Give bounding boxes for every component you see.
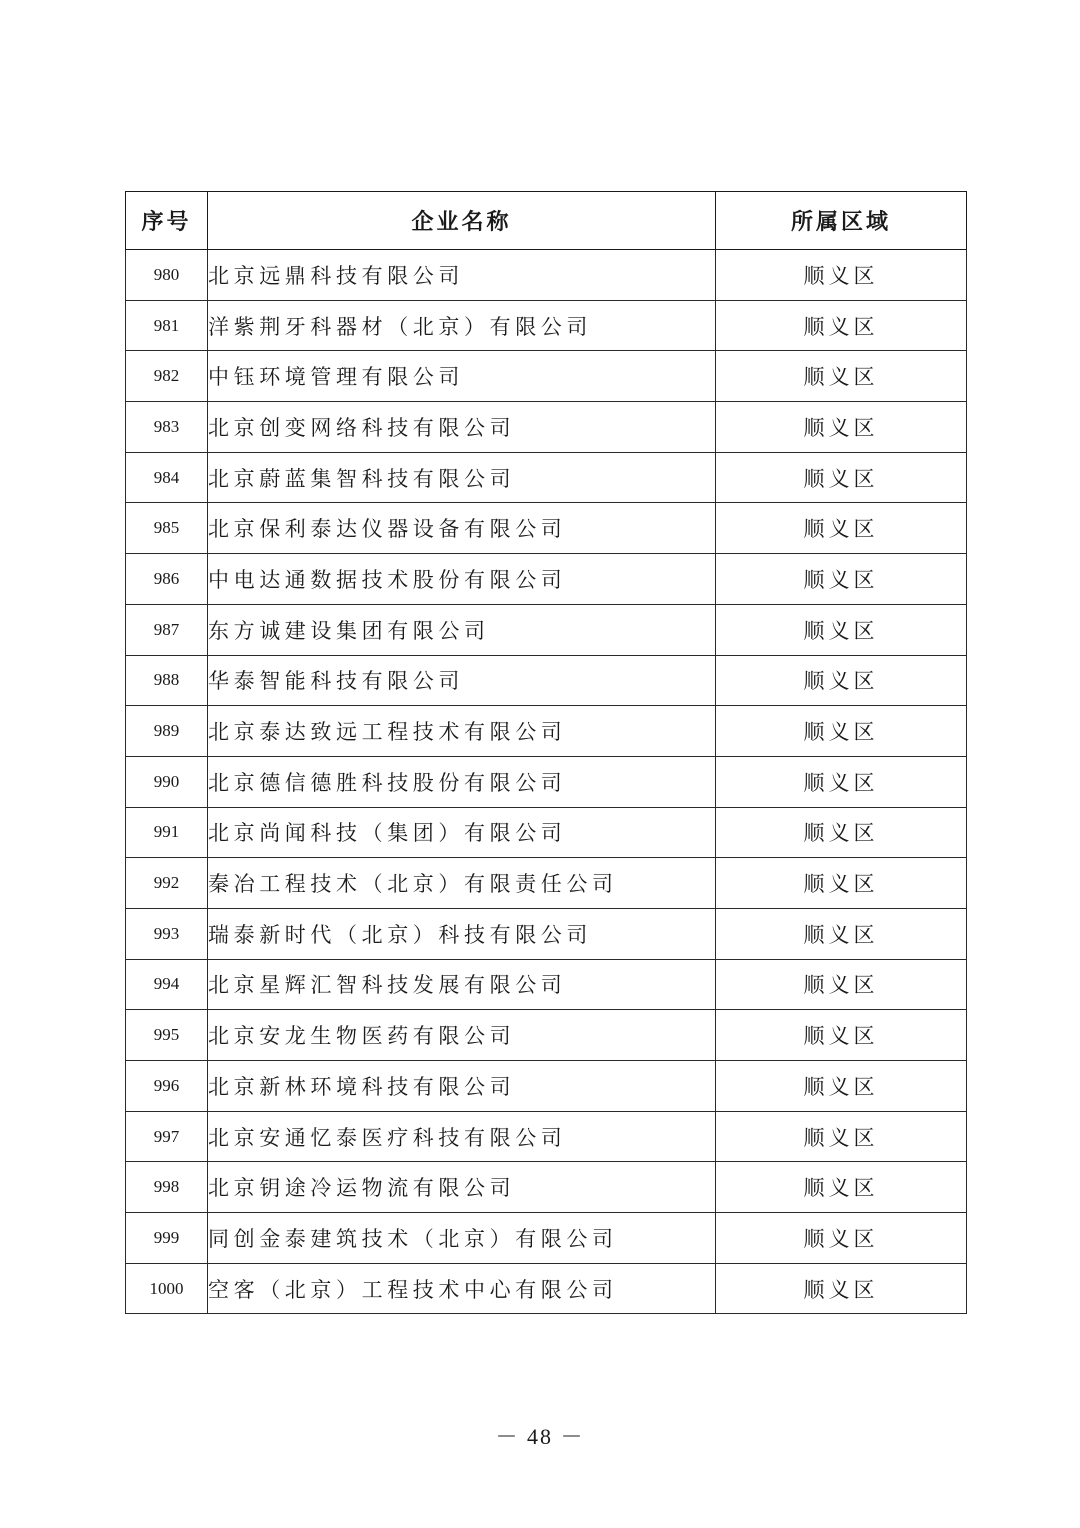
table-row — [126, 959, 967, 1010]
table-row — [126, 908, 967, 959]
seq-cell: 984 — [126, 452, 208, 503]
header-company-name: 企业名称 — [208, 192, 716, 250]
seq-cell: 992 — [126, 858, 208, 909]
seq-cell: 998 — [126, 1162, 208, 1213]
seq-cell: 996 — [126, 1061, 208, 1112]
seq-cell: 986 — [126, 554, 208, 605]
header-region: 所属区域 — [716, 192, 967, 250]
company-name-cell: 北京蔚蓝集智科技有限公司 — [208, 452, 716, 503]
company-name-cell: 北京安通忆泰医疗科技有限公司 — [208, 1111, 716, 1162]
company-name-cell: 同创金泰建筑技术（北京）有限公司 — [208, 1213, 716, 1264]
table-row — [126, 1162, 967, 1213]
company-name-cell: 瑞泰新时代（北京）科技有限公司 — [208, 908, 716, 959]
table-row — [126, 554, 967, 605]
company-name-cell: 北京泰达致远工程技术有限公司 — [208, 706, 716, 757]
seq-cell: 991 — [126, 807, 208, 858]
seq-cell: 1000 — [126, 1263, 208, 1314]
seq-cell: 985 — [126, 503, 208, 554]
region-cell: 顺义区 — [716, 250, 967, 301]
region-cell: 顺义区 — [716, 1213, 967, 1264]
company-name-cell: 空客（北京）工程技术中心有限公司 — [208, 1263, 716, 1314]
table-row — [126, 402, 967, 453]
seq-cell: 980 — [126, 250, 208, 301]
region-cell: 顺义区 — [716, 756, 967, 807]
company-name-cell: 中钰环境管理有限公司 — [208, 351, 716, 402]
company-name-cell: 北京新林环境科技有限公司 — [208, 1061, 716, 1112]
seq-cell: 999 — [126, 1213, 208, 1264]
company-name-cell: 东方诚建设集团有限公司 — [208, 604, 716, 655]
table-row — [126, 250, 967, 301]
table-row — [126, 706, 967, 757]
region-cell: 顺义区 — [716, 807, 967, 858]
table-row — [126, 351, 967, 402]
region-cell: 顺义区 — [716, 655, 967, 706]
seq-cell: 994 — [126, 959, 208, 1010]
table-row — [126, 807, 967, 858]
region-cell: 顺义区 — [716, 300, 967, 351]
company-name-cell: 北京远鼎科技有限公司 — [208, 250, 716, 301]
company-name-cell: 秦冶工程技术（北京）有限责任公司 — [208, 858, 716, 909]
table-row — [126, 452, 967, 503]
region-cell: 顺义区 — [716, 1111, 967, 1162]
region-cell: 顺义区 — [716, 959, 967, 1010]
seq-cell: 989 — [126, 706, 208, 757]
seq-cell: 995 — [126, 1010, 208, 1061]
table-row — [126, 1010, 967, 1061]
table-row — [126, 756, 967, 807]
seq-cell: 983 — [126, 402, 208, 453]
header-seq: 序号 — [126, 192, 208, 250]
table-row — [126, 1213, 967, 1264]
region-cell: 顺义区 — [716, 1061, 967, 1112]
seq-cell: 987 — [126, 604, 208, 655]
company-name-cell: 北京德信德胜科技股份有限公司 — [208, 756, 716, 807]
seq-cell: 981 — [126, 300, 208, 351]
company-name-cell: 洋紫荆牙科器材（北京）有限公司 — [208, 300, 716, 351]
table-row — [126, 1263, 967, 1314]
table-row — [126, 604, 967, 655]
seq-cell: 988 — [126, 655, 208, 706]
region-cell: 顺义区 — [716, 1162, 967, 1213]
enterprise-table — [125, 191, 967, 1314]
region-cell: 顺义区 — [716, 554, 967, 605]
table-row — [126, 858, 967, 909]
region-cell: 顺义区 — [716, 858, 967, 909]
company-name-cell: 北京星辉汇智科技发展有限公司 — [208, 959, 716, 1010]
seq-cell: 990 — [126, 756, 208, 807]
region-cell: 顺义区 — [716, 908, 967, 959]
table-row — [126, 300, 967, 351]
seq-cell: 997 — [126, 1111, 208, 1162]
seq-cell: 982 — [126, 351, 208, 402]
page-number: － 48 － — [495, 1424, 585, 1449]
region-cell: 顺义区 — [716, 1263, 967, 1314]
region-cell: 顺义区 — [716, 402, 967, 453]
table-row — [126, 655, 967, 706]
company-name-cell: 北京保利泰达仪器设备有限公司 — [208, 503, 716, 554]
table-row — [126, 1061, 967, 1112]
company-name-cell: 华泰智能科技有限公司 — [208, 655, 716, 706]
table-row — [126, 1111, 967, 1162]
table-row — [126, 503, 967, 554]
table-body — [126, 250, 967, 1314]
company-name-cell: 北京创变网络科技有限公司 — [208, 402, 716, 453]
seq-cell: 993 — [126, 908, 208, 959]
company-name-cell: 北京安龙生物医药有限公司 — [208, 1010, 716, 1061]
region-cell: 顺义区 — [716, 351, 967, 402]
region-cell: 顺义区 — [716, 503, 967, 554]
company-name-cell: 中电达通数据技术股份有限公司 — [208, 554, 716, 605]
region-cell: 顺义区 — [716, 452, 967, 503]
company-name-cell: 北京钥途冷运物流有限公司 — [208, 1162, 716, 1213]
region-cell: 顺义区 — [716, 1010, 967, 1061]
company-name-cell: 北京尚闻科技（集团）有限公司 — [208, 807, 716, 858]
table-header-row — [126, 192, 967, 250]
region-cell: 顺义区 — [716, 604, 967, 655]
region-cell: 顺义区 — [716, 706, 967, 757]
